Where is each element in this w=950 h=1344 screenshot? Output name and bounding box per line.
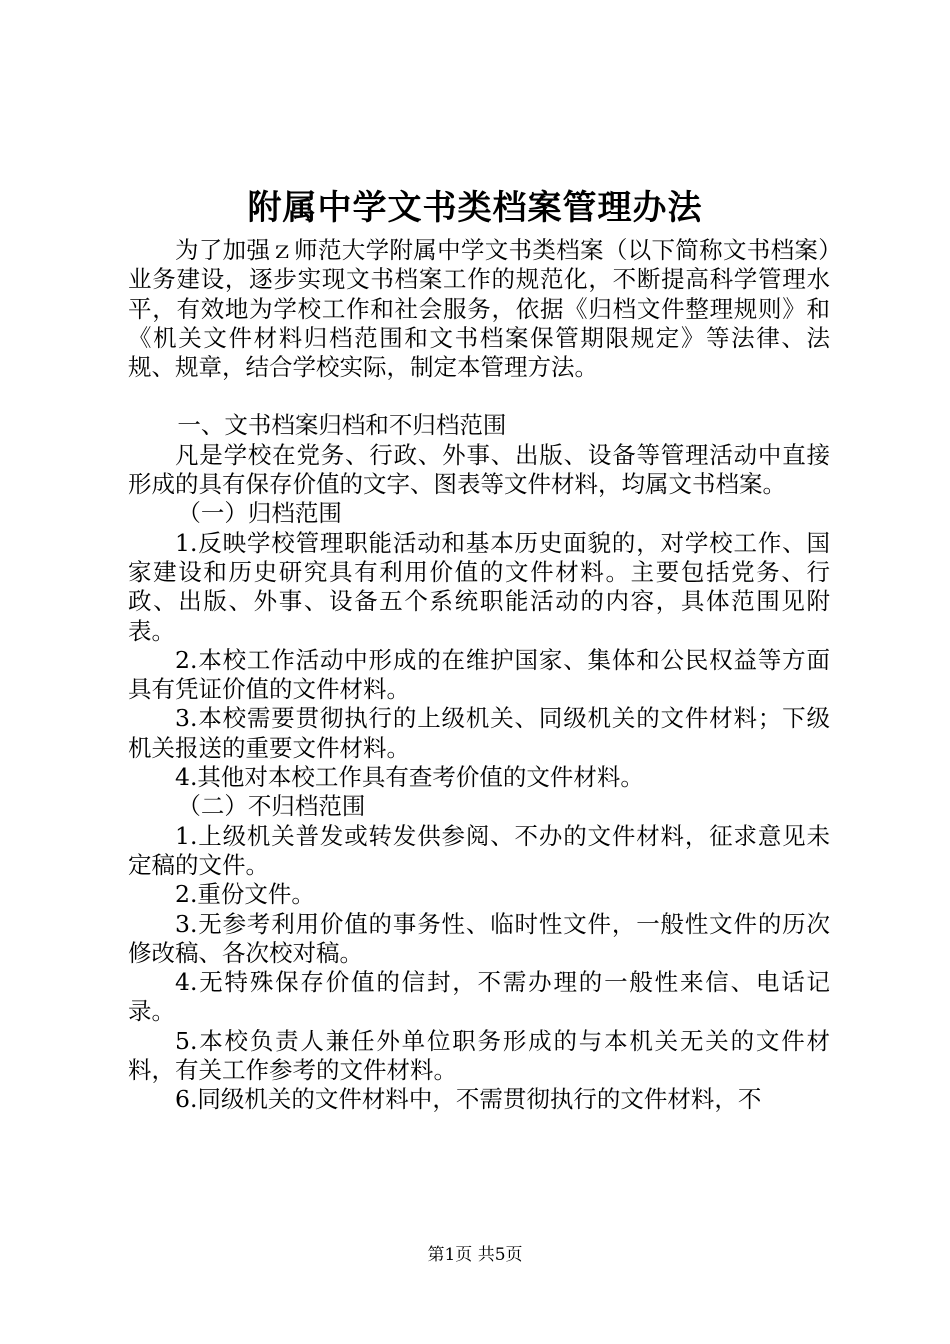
subsection-heading: （二）不归档范围 (177, 792, 366, 821)
page-footer: 第1页 共5页 (427, 1245, 523, 1265)
list-item: 2.重份文件。 (175, 880, 315, 909)
list-item: 4.无特殊保存价值的信封，不需办理的一般性来信、电话记录。 (128, 968, 830, 1026)
document-title: 附属中学文书类档案管理办法 (247, 188, 703, 228)
section-heading: 一、文书档案归档和不归档范围 (177, 411, 507, 440)
list-item: 3.本校需要贯彻执行的上级机关、同级机关的文件材料；下级机关报送的重要文件材料。 (128, 704, 830, 762)
list-item: 1.反映学校管理职能活动和基本历史面貌的，对学校工作、国家建设和历史研究具有利用价值的文件材料。主要包括党务、行政、出版、外事、设备五个系统职能活动的内容，具体范围见附表。 (128, 528, 830, 645)
list-item: 3.无参考利用价值的事务性、临时性文件，一般性文件的历次修改稿、各次校对稿。 (128, 909, 830, 967)
list-item: 2.本校工作活动中形成的在维护国家、集体和公民权益等方面具有凭证价值的文件材料。 (128, 645, 830, 704)
intro-paragraph: 为了加强ｚ师范大学附属中学文书类档案（以下简称文书档案）业务建设，逐步实现文书档案工作的规范化，不断提高科学管理水平，有效地为学校工作和社会服务，依据《归档文件整理规则》和《机关文件材料归档范围和文书档案保管期限规定》等法律、法规、规章，结合学校实际，制定本管理方法。 (128, 236, 830, 382)
document-body (128, 236, 830, 1115)
list-item: 1.上级机关普发或转发供参阅、不办的文件材料，征求意见未定稿的文件。 (128, 821, 830, 879)
list-item: 4.其他对本校工作具有查考价值的文件材料。 (175, 763, 644, 792)
list-item: 5.本校负责人兼任外单位职务形成的与本机关无关的文件材料，有关工作参考的文件材料。 (128, 1026, 830, 1085)
subsection-heading: （一）归档范围 (177, 499, 342, 528)
section-paragraph: 凡是学校在党务、行政、外事、出版、设备等管理活动中直接形成的具有保存价值的文字、图表等文件材料，均属文书档案。 (128, 440, 830, 499)
list-item: 6.同级机关的文件材料中，不需贯彻执行的文件材料，不 (175, 1085, 762, 1114)
